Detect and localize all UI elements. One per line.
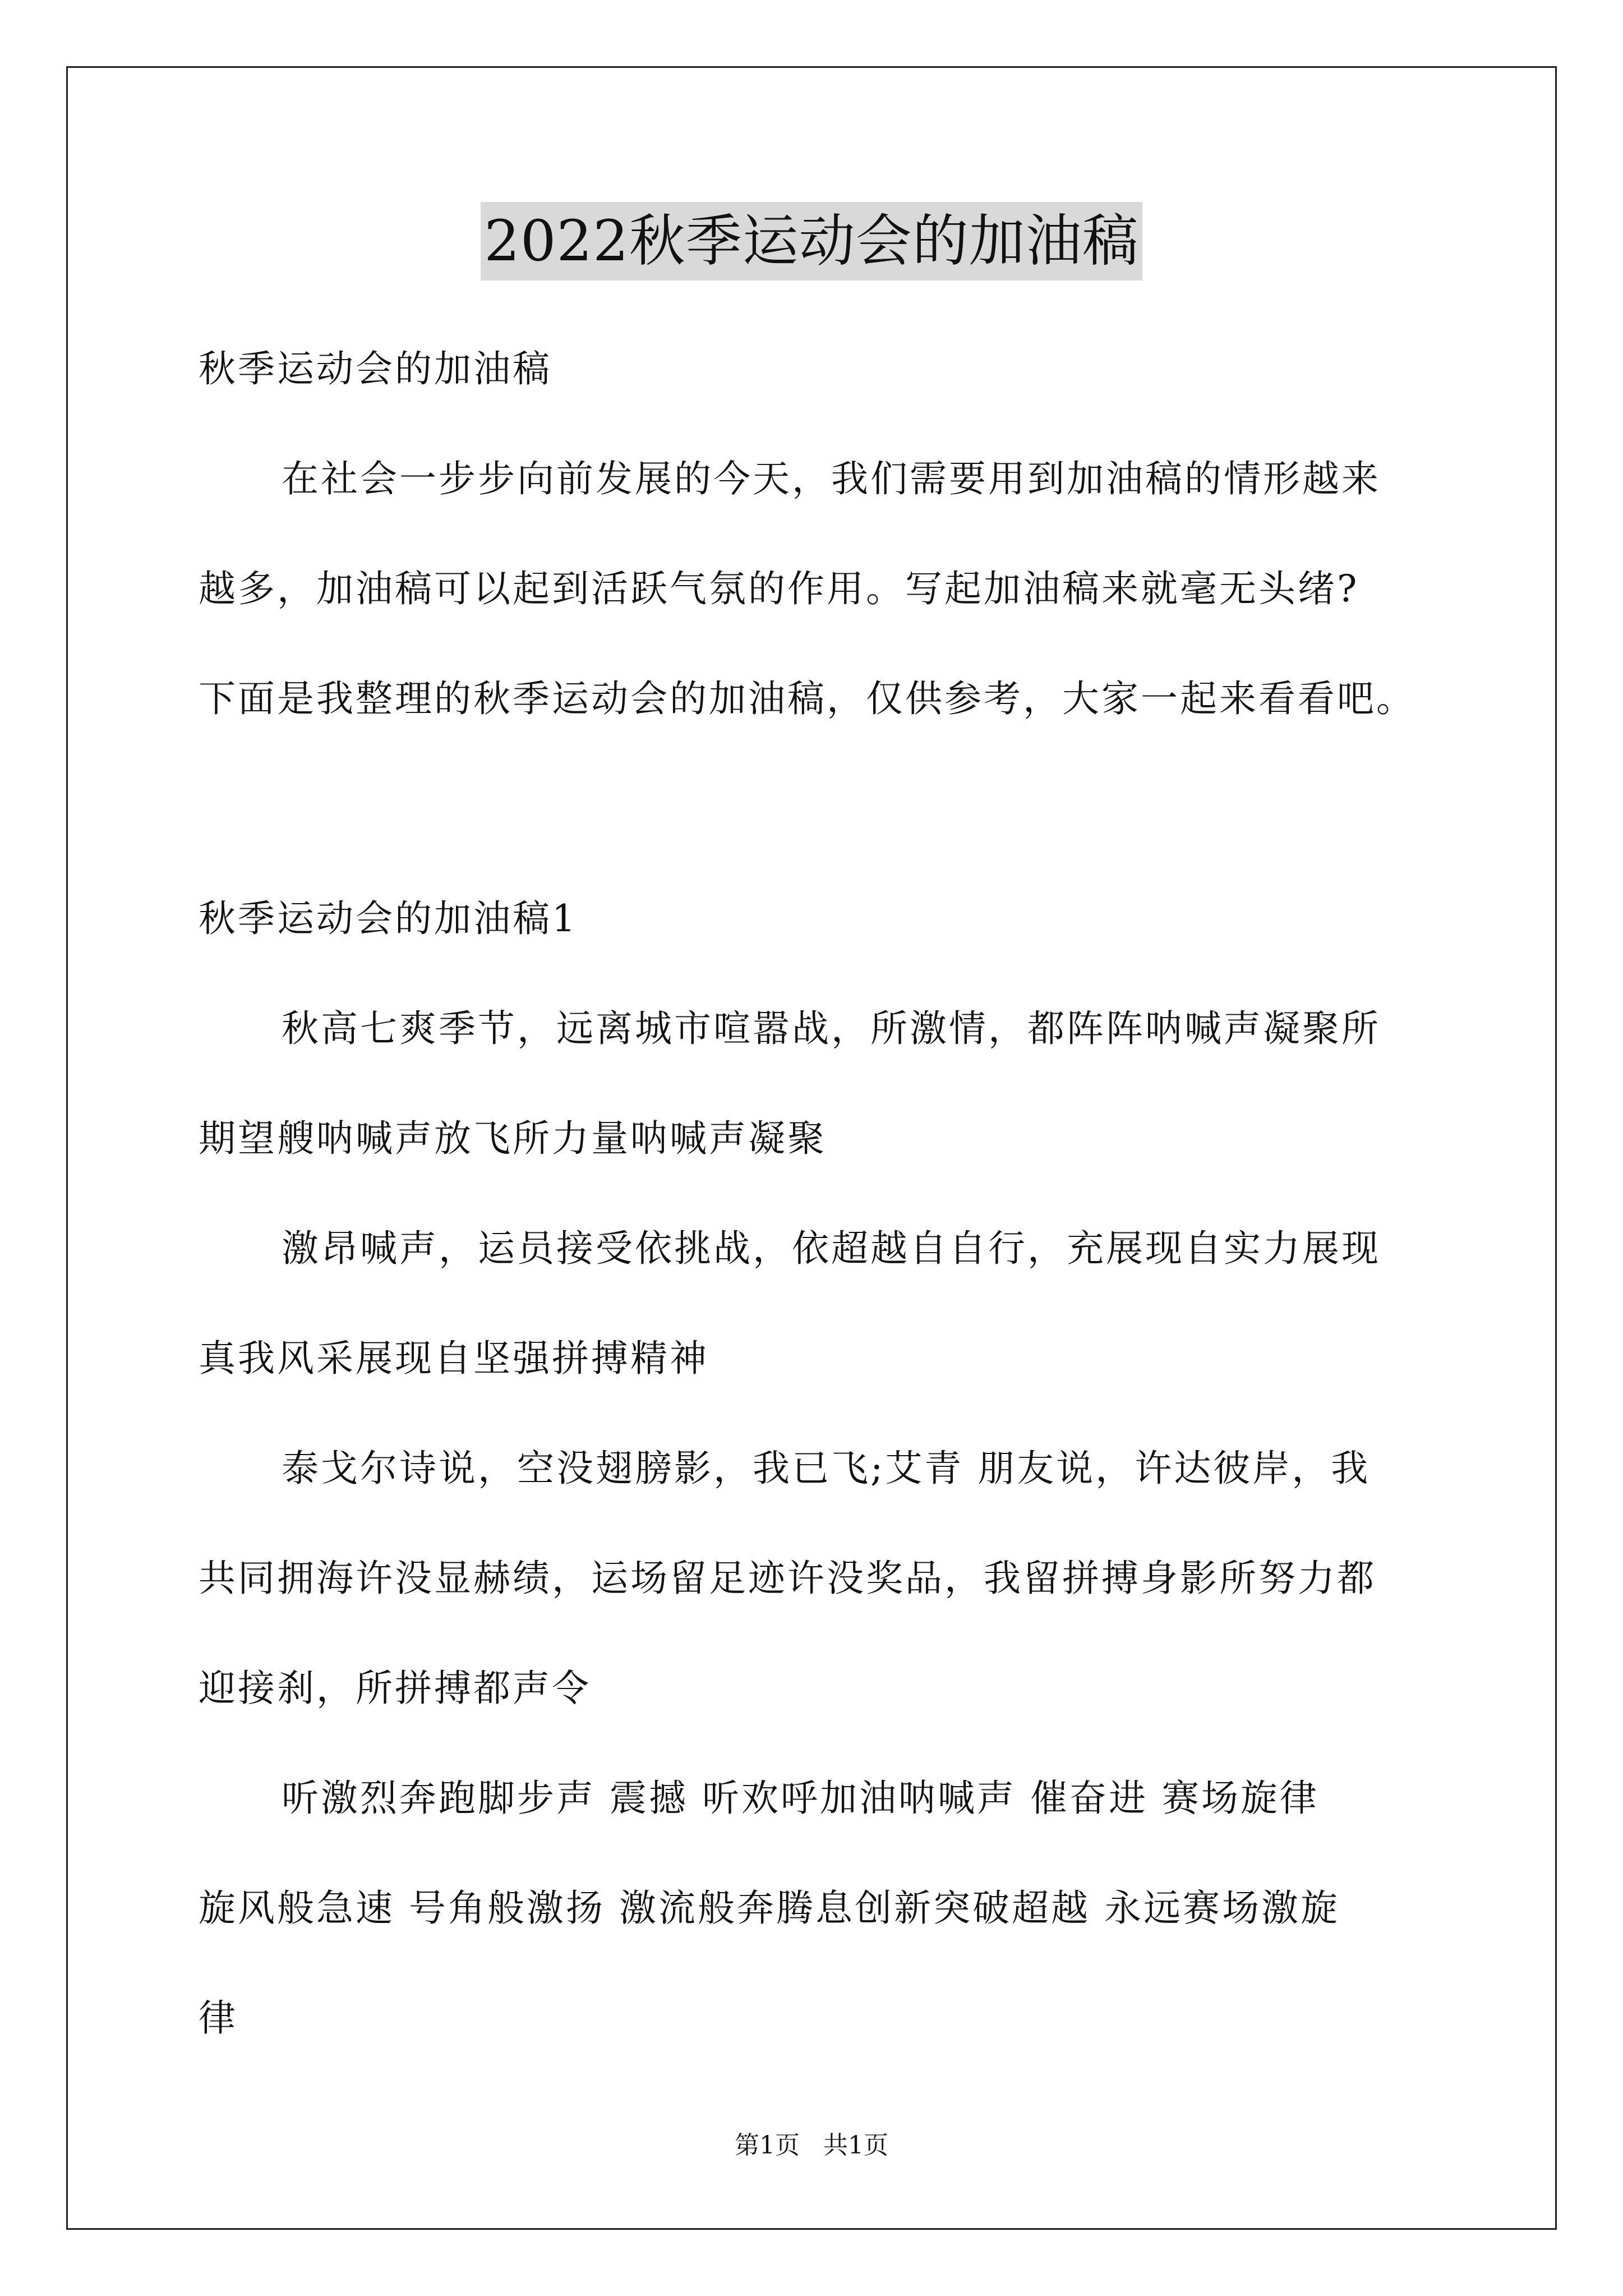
text-line: 旋风般急速 号角般激扬 激流般奔腾息创新突破超越 永远赛场激旋 [199,1887,1340,1930]
text-line: 真我风采展现自坚强拼搏精神 [199,1337,709,1380]
text-line: 激昂喊声，运员接受依挑战，依超越自自行，充展现自实力展现 [282,1227,1381,1270]
text-line: 在社会一步步向前发展的今天，我们需要用到加油稿的情形越来 [282,457,1381,500]
body-paragraph [199,1194,1432,1414]
document-subtitle: 秋季运动会的加油稿 [199,347,552,390]
blank-line [199,754,1432,864]
text-line: 下面是我整理的秋季运动会的加油稿，仅供参考，大家一起来看看吧。 [199,677,1415,720]
section-heading: 秋季运动会的加油稿1 [199,897,578,940]
page-number: 第1页 [735,2131,800,2160]
text-line: 共同拥海许没显赫绩，运场留足迹许没奖品，我留拼搏身影所努力都 [199,1557,1376,1600]
title-container [0,202,1623,280]
body-paragraph [199,974,1432,1194]
intro-paragraph [199,424,1432,754]
body-paragraph [199,1743,1432,2073]
text-line: 律 [199,1996,238,2040]
page-footer [0,2129,1623,2162]
text-line: 秋高七爽季节，远离城市喧嚣战，所激情，都阵阵呐喊声凝聚所 [282,1007,1381,1050]
text-line: 期望艘呐喊声放飞所力量呐喊声凝聚 [199,1117,827,1160]
body-paragraph [199,1414,1432,1743]
text-line: 泰戈尔诗说，空没翅膀影，我已飞;艾青 朋友说，许达彼岸，我 [282,1447,1371,1490]
page-total: 共1页 [823,2131,888,2160]
text-line: 迎接刹，所拼搏都声令 [199,1667,591,1710]
document-body [199,314,1432,2073]
text-line: 听激烈奔跑脚步声 震撼 听欢呼加油呐喊声 催奋进 赛场旋律 [282,1777,1319,1820]
text-line: 越多，加油稿可以起到活跃气氛的作用。写起加油稿来就毫无头绪? [199,567,1359,610]
document-title: 2022秋季运动会的加油稿 [481,202,1142,280]
